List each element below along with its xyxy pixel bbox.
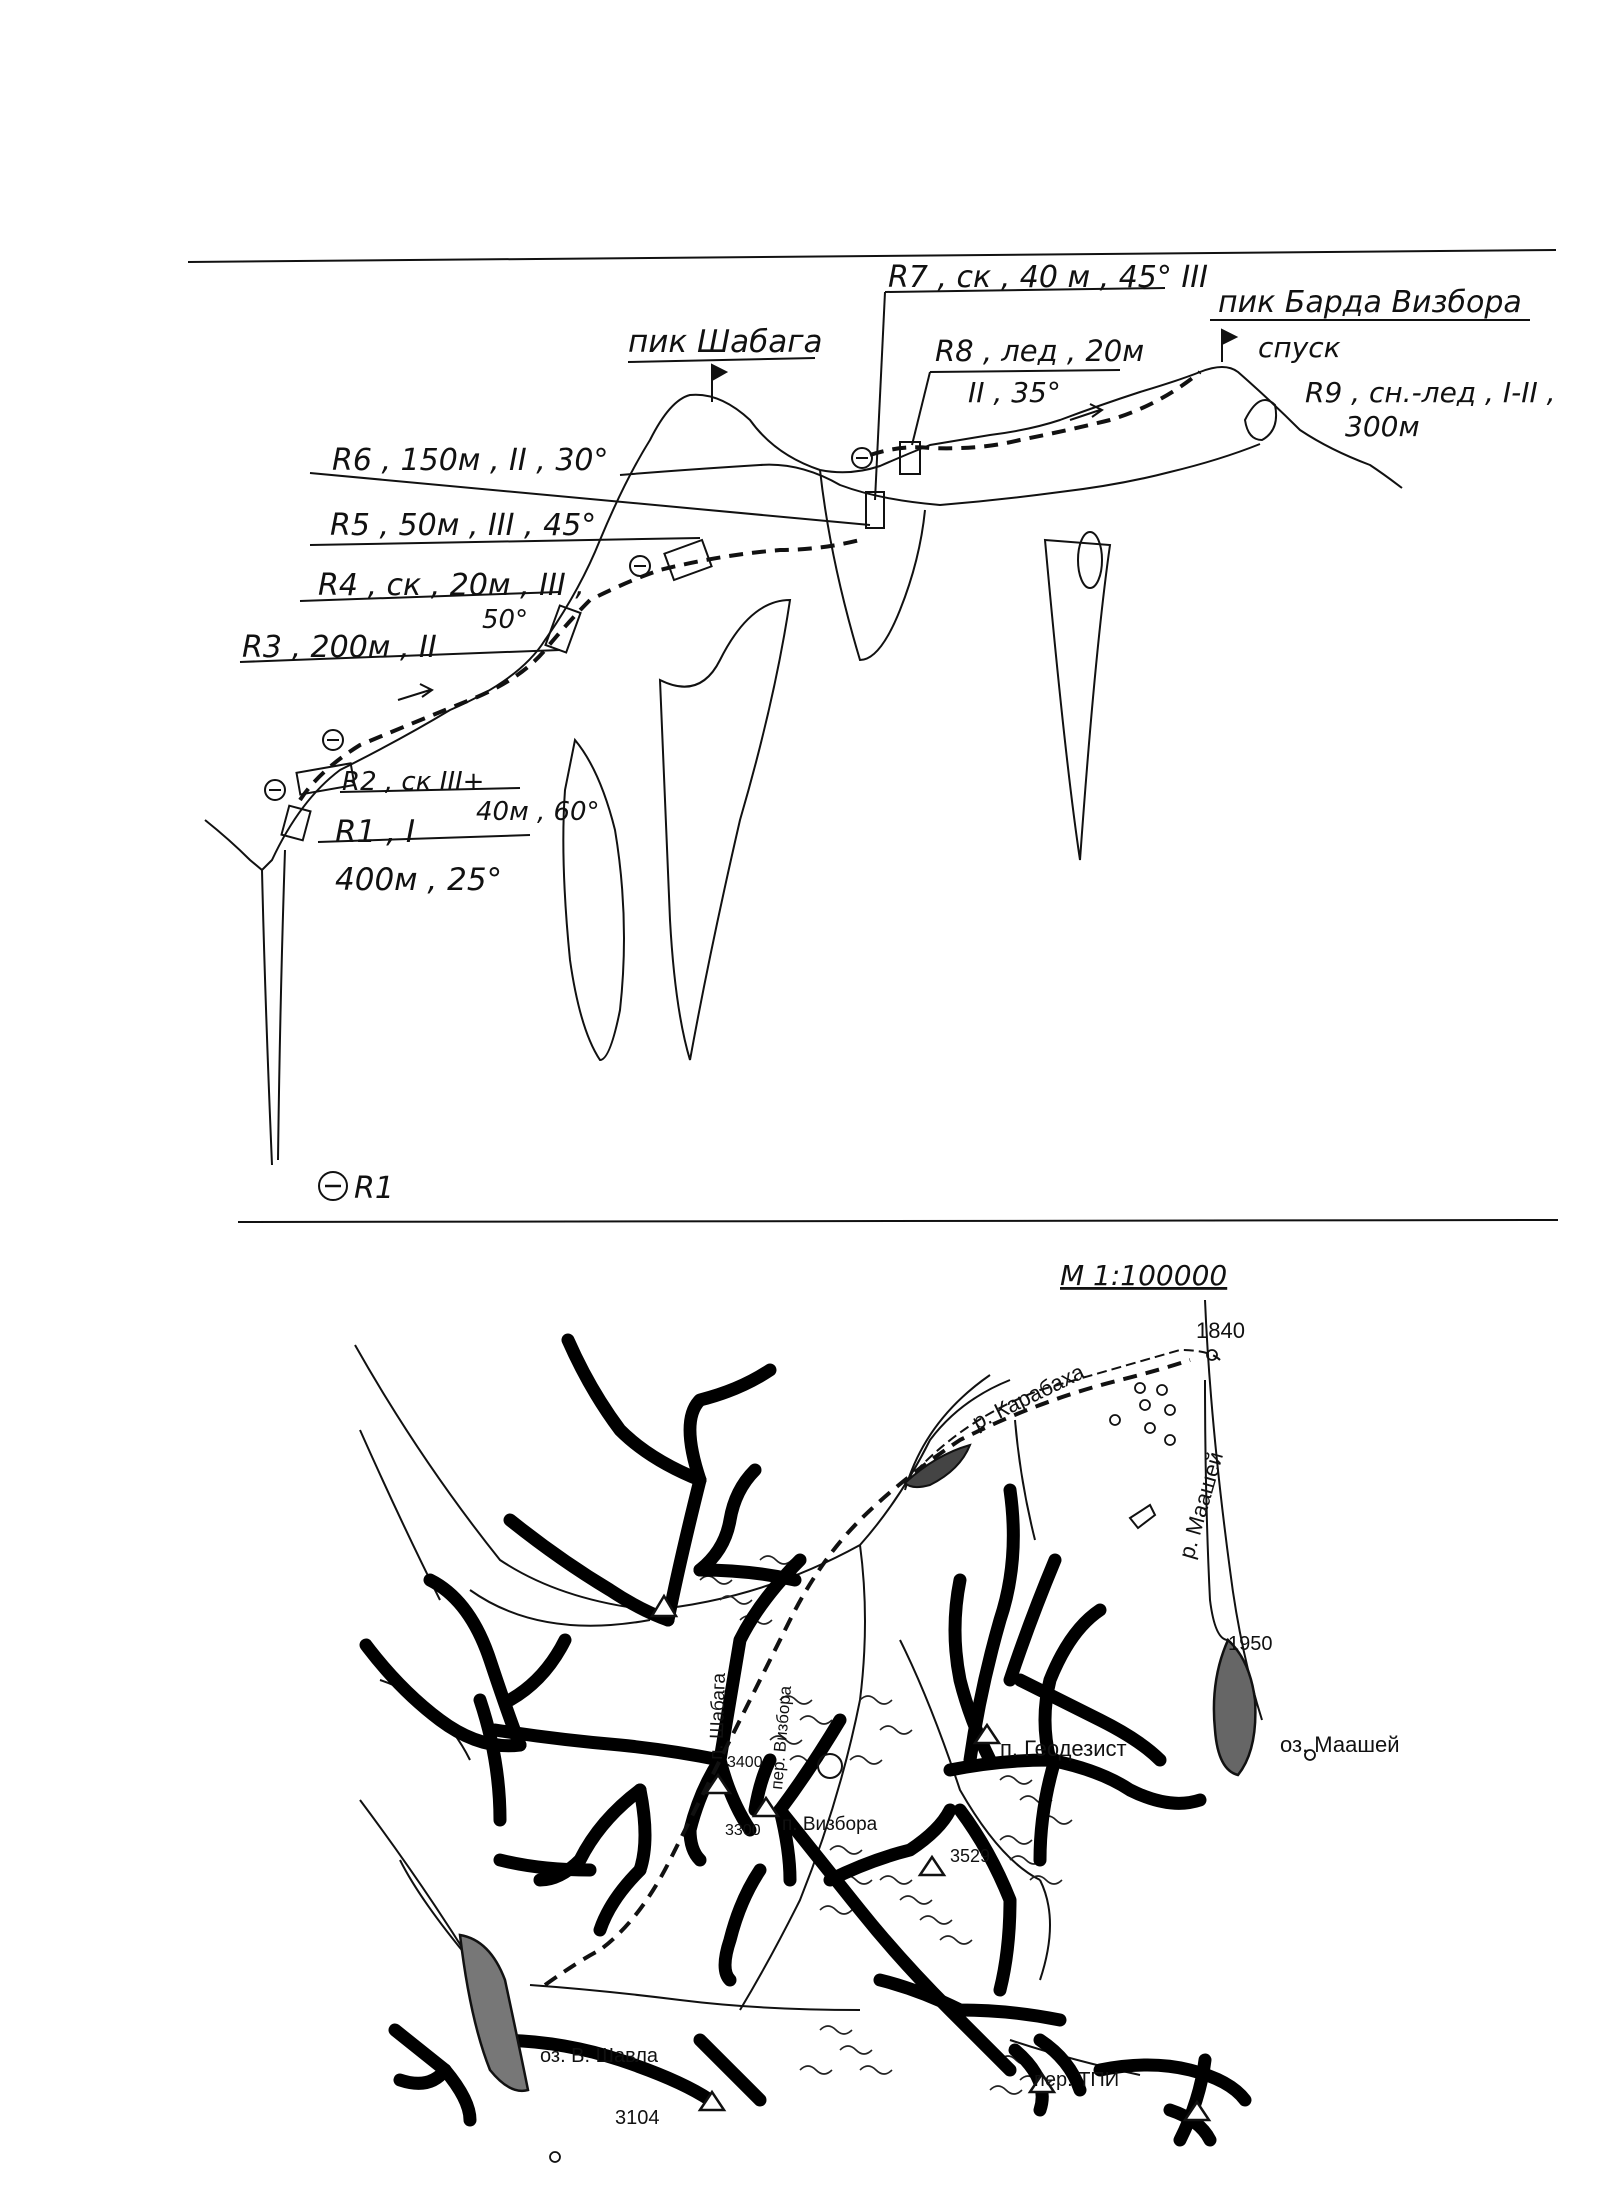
- pitch-box-r1: [281, 806, 310, 841]
- peak-label-shabaga-map: п. Шабага: [706, 1672, 731, 1761]
- ridge-lower-line: [620, 444, 1260, 505]
- peak-label-vizbora-map: п. Визбора: [782, 1814, 878, 1835]
- pitch-label-r2-line1: R2 , ск III+: [342, 767, 485, 797]
- flag-bard-vizbor-icon: [1222, 330, 1236, 362]
- summit-rock: [1245, 400, 1276, 440]
- route-profile: [188, 250, 1558, 1222]
- river-label-maashey: р. Маашей: [1173, 1449, 1229, 1562]
- peak-label-geodezist: п. Геодезист: [1000, 1736, 1127, 1761]
- pass-label-vizbora: пер. Визбора: [767, 1684, 796, 1791]
- camp-marker-icon: [818, 1754, 842, 1778]
- couloir-1: [563, 740, 624, 1060]
- pitch-label-r1-line2: 400м , 25°: [335, 862, 503, 898]
- legend-start-label: R1: [354, 1171, 394, 1206]
- profile-top-border: [188, 250, 1556, 262]
- pitch-label-r3: R3 , 200м , II: [242, 630, 437, 665]
- area-map: [355, 1259, 1400, 2162]
- lake-maashey: [1214, 1640, 1255, 1775]
- pitch-label-r1-line1: R1 , I: [335, 814, 415, 850]
- elevation-1950: 1950: [1228, 1633, 1273, 1655]
- pitch-label-r8-line2: II , 35°: [968, 376, 1061, 409]
- elevation-3529: 3529: [950, 1846, 991, 1866]
- pitch-label-r2-line2: 40м , 60°: [476, 797, 600, 827]
- river-label-karabakha: р. Карабаха: [968, 1358, 1089, 1435]
- lake-v-shavla: [460, 1935, 528, 2091]
- pitch-label-r9-line1: R9 , сн.-лед , I-II ,: [1305, 376, 1556, 409]
- elevation-1840: 1840: [1196, 1318, 1245, 1343]
- flag-shabaga-icon: [712, 365, 726, 402]
- pitch-label-r8-line1: R8 , лед , 20м: [935, 334, 1145, 368]
- pitch-label-r6: R6 , 150м , II , 30°: [332, 443, 609, 478]
- lake-label-v-shavla: оз. В. Шавла: [540, 2045, 659, 2067]
- shelter-icon: [1130, 1505, 1155, 1528]
- pass-label-tpi: пер. ТПИ: [1034, 2069, 1120, 2091]
- couloir-2: [660, 600, 790, 1060]
- elevation-3104: 3104: [615, 2107, 660, 2129]
- pitch-label-r7: R7 , ск , 40 м , 45° III: [888, 260, 1208, 295]
- couloir-3: [820, 470, 925, 660]
- peak-label-shabaga: пик Шабага: [628, 324, 823, 360]
- lake-label-maashey: оз. Маашей: [1280, 1732, 1400, 1757]
- elevation-3300: 3300: [725, 1822, 761, 1839]
- route-arrow-1: [398, 684, 432, 700]
- label-leaders: [240, 288, 1530, 842]
- rock-outcrop: [1078, 532, 1102, 588]
- pitch-box-r5: [664, 540, 711, 580]
- descent-label: спуск: [1258, 331, 1341, 364]
- pitch-label-r4-line2: 50°: [482, 605, 529, 635]
- profile-bottom-border: [238, 1220, 1558, 1222]
- valley-outline: [262, 850, 285, 1165]
- pitch-label-r5: R5 , 50м , III , 45°: [330, 508, 597, 543]
- map-scale: М 1:100000: [1060, 1259, 1228, 1292]
- peak-label-bard-vizbor: пик Барда Визбора: [1218, 285, 1522, 320]
- elevation-3400: 3400: [727, 1754, 763, 1771]
- couloir-4: [1045, 540, 1110, 860]
- pitch-label-r9-line2: 300м: [1345, 410, 1420, 443]
- pitch-label-r4-line1: R4 , ск , 20м , III ,: [318, 568, 585, 603]
